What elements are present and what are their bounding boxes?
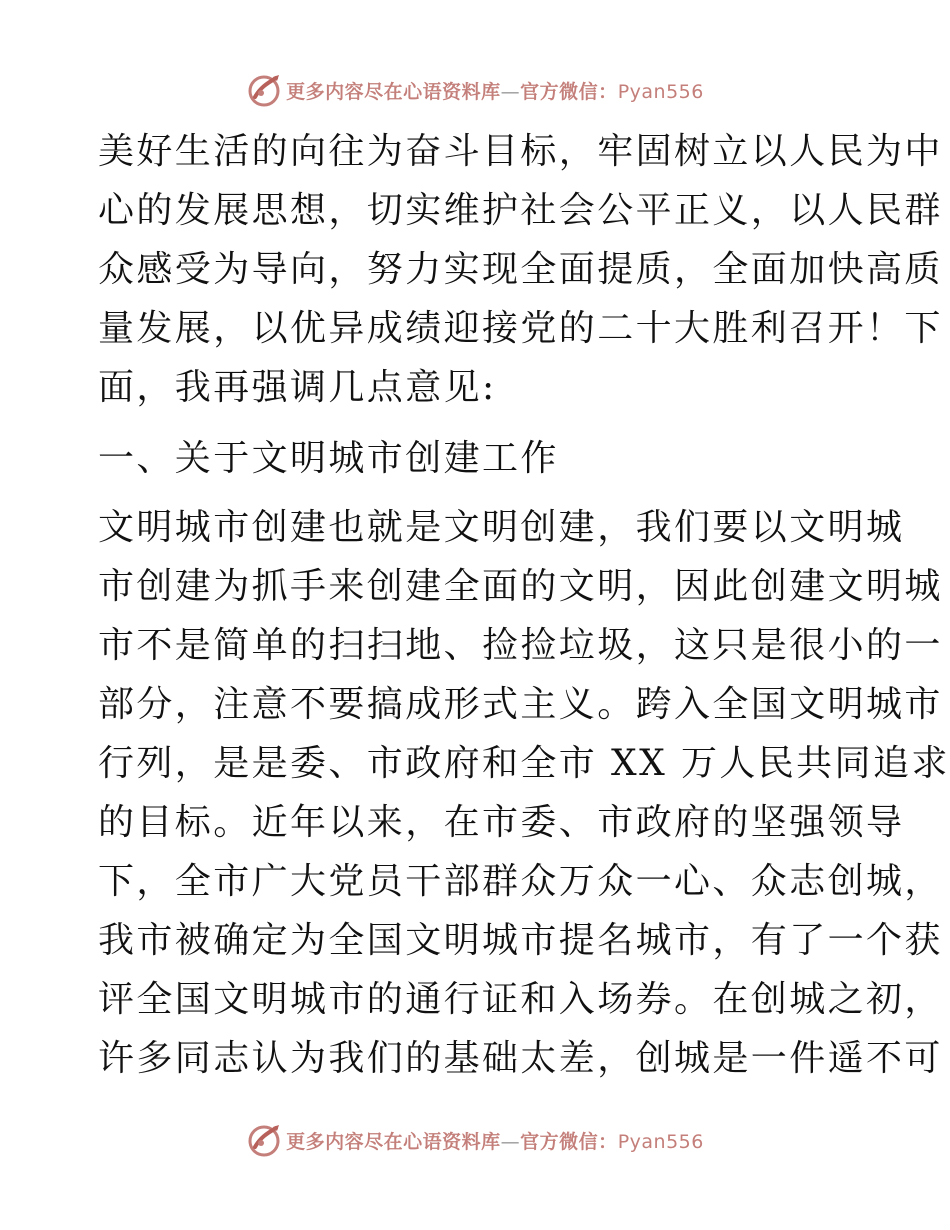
text-line: 市不是简单的扫扫地、捡捡垃圾，这只是很小的一 <box>98 625 943 666</box>
text-line: 美好生活的向往为奋斗目标，牢固树立以人民为中 <box>98 131 943 172</box>
text-line: 下，全市广大党员干部群众万众一心、众志创城， <box>98 861 943 902</box>
paragraph-civilized-city <box>98 498 950 1088</box>
text-line: 的目标。近年以来，在市委、市政府的坚强领导 <box>98 802 905 843</box>
header-watermark-banner <box>0 70 950 110</box>
text-line: 众感受为导向，努力实现全面提质，全面加快高质 <box>98 249 943 290</box>
text-line: 面，我再强调几点意见: <box>98 367 497 408</box>
banner-wechat-label: 官方微信： <box>520 80 618 103</box>
brush-circle-logo-icon <box>246 72 282 108</box>
banner-wechat-label: 官方微信： <box>520 1130 618 1153</box>
banner-separator: — <box>500 80 521 103</box>
footer-watermark-banner <box>0 1120 950 1160</box>
text-line: 量发展，以优异成绩迎接党的二十大胜利召开！下 <box>98 308 943 349</box>
brush-circle-logo-icon <box>246 1122 282 1158</box>
section-heading: 一、关于文明城市创建工作 <box>98 438 559 479</box>
banner-wechat-id: Pyan556 <box>617 80 704 103</box>
banner-separator: — <box>500 1130 521 1153</box>
text-line: 我市被确定为全国文明城市提名城市，有了一个获 <box>98 920 943 961</box>
paragraph-intro <box>98 122 943 417</box>
text-line: 部分，注意不要搞成形式主义。跨入全国文明城市 <box>98 684 943 725</box>
banner-wechat-id: Pyan556 <box>617 1130 704 1153</box>
text-line: 许多同志认为我们的基础太差，创城是一件遥不可 <box>98 1038 943 1079</box>
document-body <box>98 122 950 1088</box>
text-line: 文明城市创建也就是文明创建，我们要以文明城 <box>98 507 905 548</box>
banner-main-text: 更多内容尽在心语资料库 <box>286 80 501 103</box>
text-line: 评全国文明城市的通行证和入场券。在创城之初， <box>98 979 943 1020</box>
text-line: 心的发展思想，切实维护社会公平正义，以人民群 <box>98 190 943 231</box>
text-line: 市创建为抓手来创建全面的文明，因此创建文明城 <box>98 566 943 607</box>
banner-main-text: 更多内容尽在心语资料库 <box>286 1130 501 1153</box>
text-line: 行列，是是委、市政府和全市 XX 万人民共同追求 <box>98 743 950 784</box>
